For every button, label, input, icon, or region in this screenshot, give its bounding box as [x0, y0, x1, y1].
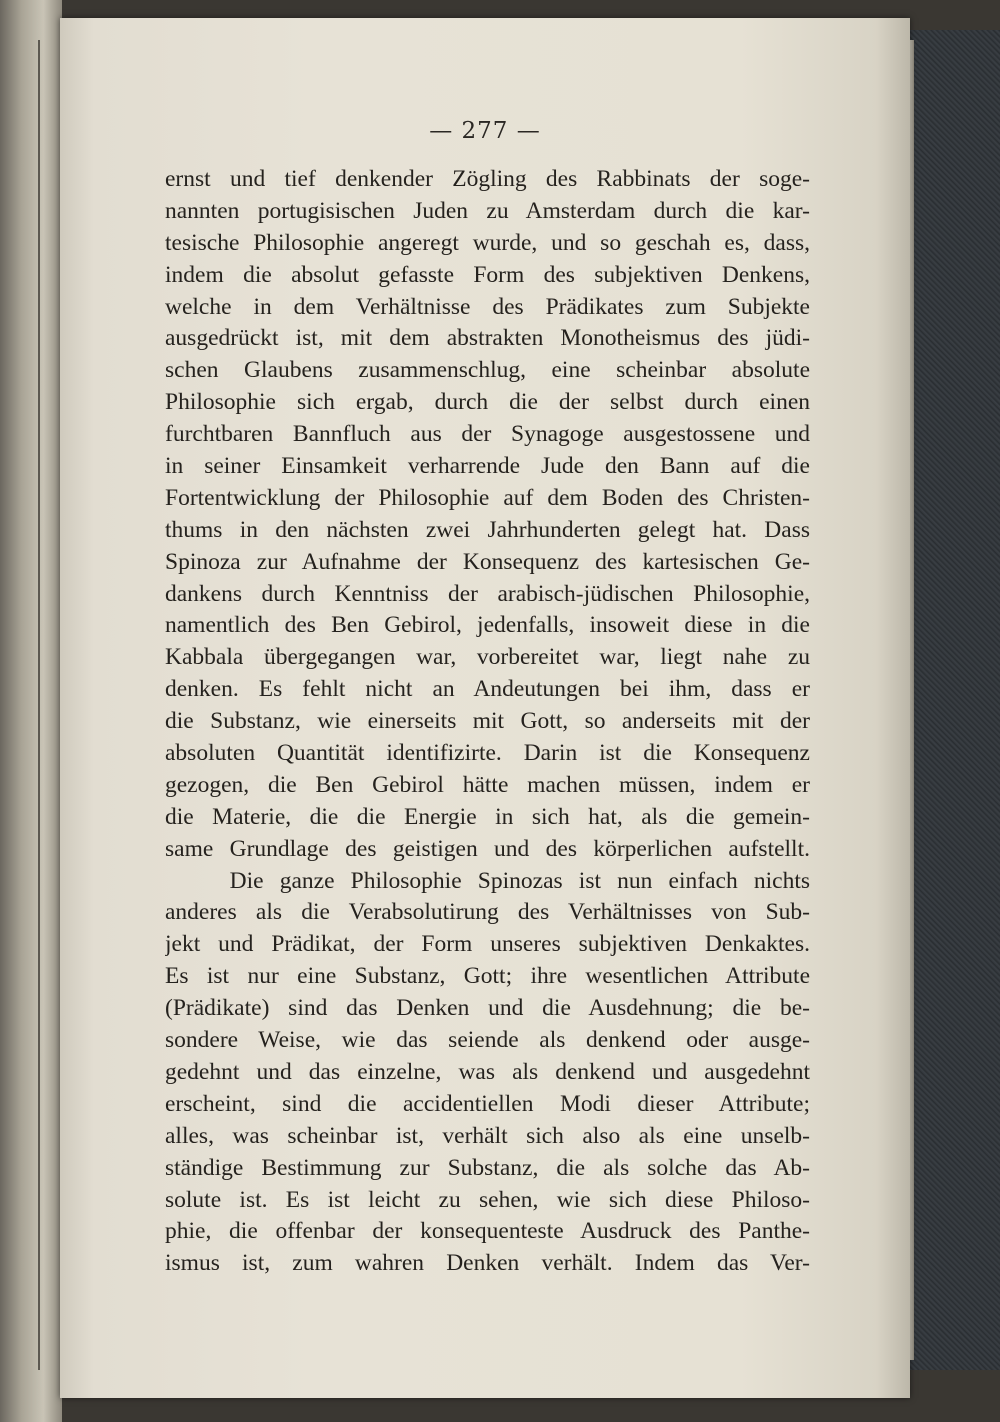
text-line: indem die absolut gefasste Form des subjektiven Denkens, — [165, 261, 810, 288]
text-line: phie, die offenbar der konsequenteste Ausdruck des Panthe- — [165, 1218, 810, 1245]
text-line: welche in dem Verhältnisse des Prädikates zum Subjekte — [165, 293, 810, 320]
text-line: solute ist. Es ist leicht zu sehen, wie sich diese Philoso- — [165, 1186, 810, 1213]
text-line: sondere Weise, wie das seiende als denkend oder ausge- — [165, 1027, 810, 1054]
text-line: ernst und tief denkender Zögling des Rabbinats der soge- — [165, 166, 810, 192]
text-line: schen Glaubens zusammenschlug, eine scheinbar absolute — [165, 357, 810, 384]
text-line: jekt und Prädikat, der Form unseres subjektiven Denkaktes. — [165, 931, 810, 958]
text-line: tesische Philosophie angeregt wurde, und so geschah es, dass, — [165, 229, 810, 256]
text-line: gedehnt und das einzelne, was als denkend und ausgedehnt — [165, 1058, 810, 1085]
text-line: nannten portugisischen Juden zu Amsterdam durch die kar- — [165, 197, 810, 224]
text-line: anderes als die Verabsolutirung des Verhältnisses von Sub- — [165, 899, 810, 926]
text-line: gezogen, die Ben Gebirol hätte machen müssen, indem er — [165, 771, 810, 798]
page-number: — 277 — — [429, 118, 541, 144]
text-line: absoluten Quantität identifizirte. Darin ist die Konsequenz — [165, 740, 810, 767]
text-line: namentlich des Ben Gebirol, jedenfalls, insoweit diese in die — [165, 612, 810, 639]
book-cover — [908, 30, 1000, 1370]
text-line: furchtbaren Bannfluch aus der Synagoge ausgestossene und — [165, 421, 810, 448]
text-line: same Grundlage des geistigen und des körperlichen aufstellt. — [165, 835, 810, 862]
previous-page-edge — [0, 0, 62, 1422]
text-line: dankens durch Kenntniss der arabisch-jüdischen Philosophie, — [165, 580, 810, 607]
text-line: Spinoza zur Aufnahme der Konsequenz des kartesischen Ge- — [165, 548, 810, 575]
text-line: Fortentwicklung der Philosophie auf dem Boden des Christen- — [165, 484, 810, 511]
book-page — [60, 18, 910, 1398]
text-line: ausgedrückt ist, mit dem abstrakten Monotheismus des jüdi- — [165, 325, 810, 352]
text-line: ismus ist, zum wahren Denken verhält. Indem das Ver- — [165, 1250, 810, 1277]
page-gutter-line — [38, 40, 40, 1370]
text-line: die Materie, die die Energie in sich hat, als die gemein- — [165, 803, 810, 830]
text-line: alles, was scheinbar ist, verhält sich also als eine unselb- — [165, 1122, 810, 1149]
text-line: denken. Es fehlt nicht an Andeutungen bei ihm, dass er — [165, 676, 810, 703]
text-line: erscheint, sind die accidentiellen Modi dieser Attribute; — [165, 1090, 810, 1117]
text-line: Die ganze Philosophie Spinozas ist nun einfach nichts — [165, 867, 810, 894]
text-line: (Prädikate) sind das Denken und die Ausdehnung; die be- — [165, 995, 810, 1022]
text-line: Kabbala übergegangen war, vorbereitet war, liegt nahe zu — [165, 644, 810, 671]
text-line: Philosophie sich ergab, durch die der selbst durch einen — [165, 389, 810, 416]
text-line: in seiner Einsamkeit verharrende Jude den Bann auf die — [165, 453, 810, 480]
text-line: ständige Bestimmung zur Substanz, die als solche das Ab- — [165, 1154, 810, 1181]
text-line: Es ist nur eine Substanz, Gott; ihre wesentlichen Attribute — [165, 963, 810, 990]
text-line: thums in den nächsten zwei Jahrhunderten gelegt hat. Dass — [165, 516, 810, 543]
body-text — [165, 164, 810, 1280]
text-line: die Substanz, wie einerseits mit Gott, so anderseits mit der — [165, 708, 810, 735]
